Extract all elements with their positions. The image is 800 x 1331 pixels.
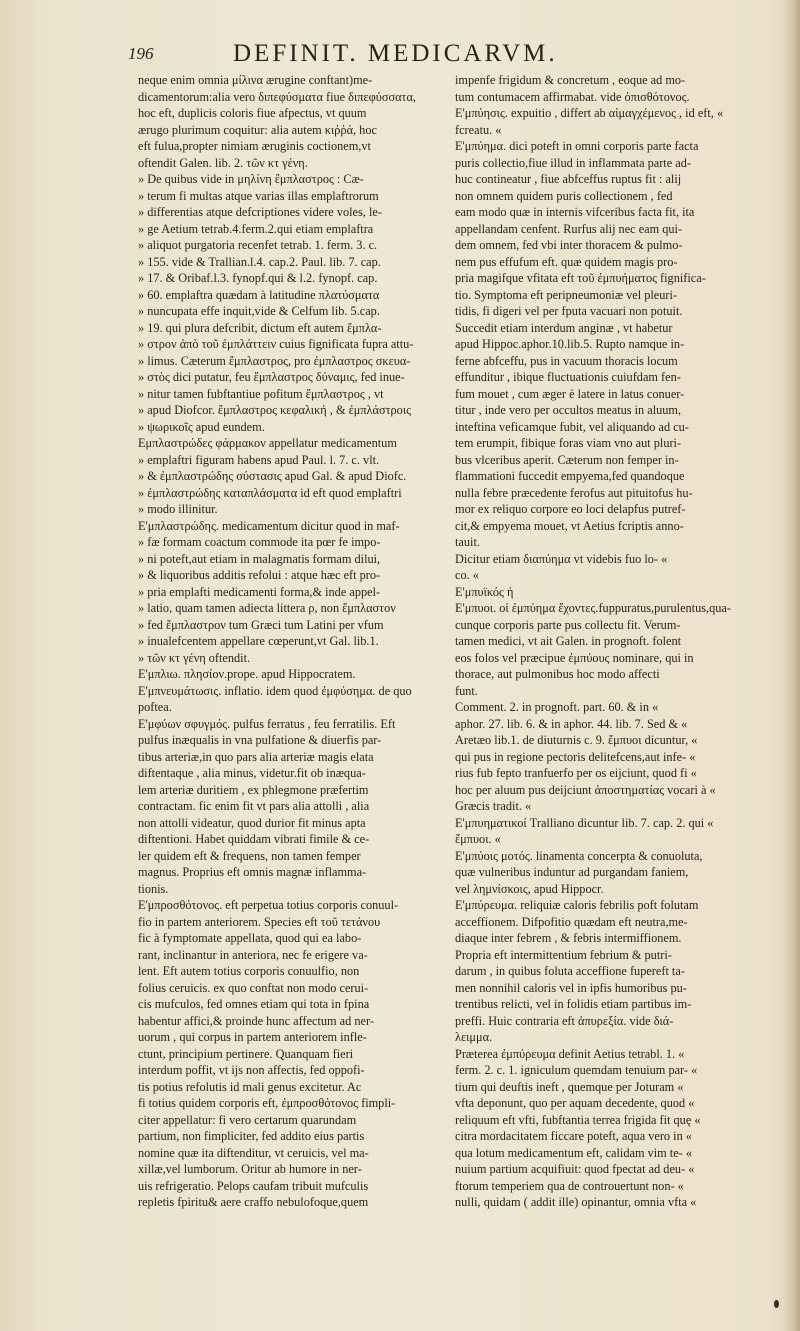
text-line: co. «: [455, 568, 479, 582]
text-line: non attolli videatur, quod durior fit minus apta: [138, 815, 366, 830]
text-line: » limus. Cæterum ἔμπλαστρος, pro ἐμπλαστρος σκευα-: [138, 353, 411, 368]
text-line: tibus arteriæ,in quo pars alia arteriæ magis elata: [138, 749, 374, 764]
text-line: folius ceruicis. ex quo conftat non modo cerui-: [138, 980, 369, 995]
text-line: habentur affici,& proinde hunc affectum ad ner-: [138, 1013, 374, 1028]
text-line: rant, inclinantur in anteriora, nec fe erigere va-: [138, 947, 368, 962]
text-line: » inualefcentem appellare cœperunt,vt Gal. lib.1.: [138, 634, 379, 648]
text-line: Ε'μπνευμάτωσις. inflatio. idem quod ἐμφύσημα. de quo: [138, 683, 412, 698]
text-line: » & ἐμπλαστρώδης σύστασις apud Gal. & apud Diofc.: [138, 469, 407, 483]
text-line: Ε'μπυοι. οἱ ἐμπύημα ἔχοντες.fuppuratus,purulentus,qua-: [455, 601, 731, 615]
text-line: pulfus inæqualis in vna pulfatione & diuerfis par-: [138, 733, 382, 747]
text-line: thorace, aut pulmonibus hoc modo affecti: [455, 667, 660, 681]
text-line: diftentaque , alia minus, videtur.fit ob inæqua-: [138, 766, 366, 780]
text-line: » modo illinitur.: [138, 502, 218, 516]
text-line: citer appellatur: fi vero certarum quarundam: [138, 1112, 357, 1127]
left-column: [138, 72, 438, 1211]
text-line: » aliquot purgatoria recenfet tetrab. 1. ferm. 3. c.: [138, 238, 378, 252]
text-line: funt.: [455, 683, 478, 698]
running-title: DEFINIT. MEDICARVM.: [233, 40, 558, 67]
text-line: dem omnem, fed vbi inter thoracem & pulmo-: [455, 238, 683, 252]
text-line: quæ vulneribus induntur ad purgandam faniem,: [455, 865, 689, 879]
text-line: » 60. emplaftra quædam à latitudine πλατύσματα: [138, 287, 380, 302]
text-line: cunque corporis parte pus collectu fit. Verum-: [455, 617, 681, 632]
text-line: » τῶν κτ γένη oftendit.: [138, 650, 251, 665]
text-line: ferne abfceffu, pus in vacuum thoracis locum: [455, 353, 678, 368]
text-line: » emplaftri figuram habens apud Paul. l. 7. c. vlt.: [138, 452, 380, 467]
text-line: fcreatu. «: [455, 122, 502, 137]
text-line: xillæ,vel lumborum. Oritur ab humore in ner-: [138, 1162, 362, 1176]
text-line: nuium partium acquifiuit: quod fpectat ad deu- «: [455, 1162, 695, 1176]
text-line: eam modo quæ in internis vifceribus facta fit, ita: [455, 205, 695, 219]
text-line: effunditur , ibique fluctuationis cuiufdam fen-: [455, 370, 681, 384]
text-line: » differentias atque defcriptiones videre voles, le-: [138, 205, 382, 219]
text-line: trentibus relicti, vel in folidis etiam partibus im-: [455, 997, 692, 1011]
text-line: uorum , qui corpus in partem anteriorem infle-: [138, 1030, 367, 1044]
text-line: non omnem quidem puris collectionem , fed: [455, 188, 673, 203]
text-line: » latio, quam tamen adiecta littera ρ, non ἔμπλαστον: [138, 601, 396, 615]
text-line: tem erumpit, fibique foras viam vno aut pluri-: [455, 436, 682, 450]
text-line: oftendit Galen. lib. 2. τῶν κτ γένη.: [138, 155, 308, 170]
text-line: ἔμπυοι. «: [455, 832, 501, 846]
text-line: vfta deponunt, quo per aquam decedente, quod «: [455, 1096, 695, 1110]
text-line: tis potius refolutis id mali genus excitetur. Ac: [138, 1079, 362, 1094]
text-line: » 155. vide & Trallian.l.4. cap.2. Paul. lib. 7. cap.: [138, 254, 381, 269]
text-line: » & liquoribus additis refolui : atque hæc eft pro-: [138, 568, 381, 582]
text-line: Ε'μπύησις. expuitio , differt ab αἱμαγχέμενος , id eft, «: [455, 106, 724, 120]
text-line: » pria emplafti medicamenti forma,& inde appel-: [138, 584, 381, 599]
text-line: cis mufculos, fed omnes etiam qui tota in fpina: [138, 997, 370, 1011]
text-line: Ε'μπύρευμα. reliquiæ caloris febrilis poft folutam: [455, 898, 699, 912]
text-line: » στὸς dici putatur, feu ἔμπλαστρος δύναμις, fed inue-: [138, 370, 405, 384]
text-line: qua lotum medicamentum eft, calidam vim te- «: [455, 1145, 692, 1160]
text-line: Græcis tradit. «: [455, 799, 532, 813]
text-line: » ἐμπλαστρώδης καταπλάσματα id eft quod emplaftri: [138, 485, 402, 500]
text-line: Dicitur etiam διαπύημα vt videbis fuo lo- «: [455, 551, 668, 566]
text-line: bus vlceribus aperit. Cæterum non femper in-: [455, 452, 679, 467]
text-line: λειμμα.: [455, 1030, 493, 1044]
text-line: pria magifque vfitata eft τοῦ ἐμπυήματος fignifica-: [455, 271, 706, 285]
text-line: tidis, fi digeri vel per fputa vacuari non potuit.: [455, 304, 683, 318]
text-line: men nonnihil caloris vel in ipfis humoribus pu-: [455, 980, 687, 995]
text-line: Ε'μφύων σφυγμός. pulfus ferratus , feu ferratilis. Eft: [138, 716, 396, 731]
text-line: inteftina veficamque fubit, vel aliquando ad cu-: [455, 419, 689, 434]
text-line: Ε'μπλαστρώδης. medicamentum dicitur quod in maf-: [138, 518, 400, 533]
text-line: Εμπλαστρώδες φάρμακον appellatur medicamentum: [138, 436, 397, 450]
text-line: tium qui deuftis ineft , quemque per Joturam «: [455, 1079, 684, 1094]
text-line: mor ex reliquo corpore eo loci delapfus putref-: [455, 502, 686, 516]
text-line: neque enim omnia μίλινα ærugine conftant)me-: [138, 73, 373, 87]
text-line: ærugo plurimum coquitur: alia autem κιῤῥά, hoc: [138, 122, 377, 137]
text-line: puris collectio,fiue illud in inflammata parte ad-: [455, 155, 691, 170]
text-line: » fæ formam coactum commode ita pœr fe impo-: [138, 535, 381, 549]
text-line: » 19. qui plura defcribit, dictum eft autem ἔμπλα-: [138, 320, 382, 335]
text-line: flammationi fuccedit empyema,fed quandoque: [455, 469, 685, 483]
text-line: hoc eft, duplicis coloris fiue afpectus, vt quum: [138, 106, 367, 120]
text-line: » στρον ἀπὸ τοῦ ἐμπλάττειν cuius fignificata fupra attu-: [138, 337, 414, 351]
text-line: hoc per aluum pus deijciunt ἀποστηματίας vocari à «: [455, 782, 716, 797]
text-line: darum , in quibus foluta acceffione fupereft ta-: [455, 964, 685, 978]
page-edge-shadow: [786, 0, 800, 1331]
text-line: nem pus effufum eft. quæ quidem magis pro-: [455, 254, 678, 269]
text-line: » ψωρικοῖς apud eundem.: [138, 419, 265, 434]
page-number: 196: [128, 44, 154, 63]
text-line: vel λημνίσκοις, apud Hippocr.: [455, 881, 604, 896]
right-column: [455, 72, 773, 1211]
text-line: lent. Eft autem totius corporis conuulfio, non: [138, 964, 360, 978]
text-line: » nitur tamen fubftantiue pofitum ἔμπλαστρος , vt: [138, 386, 384, 401]
text-line: eft fulua,propter nimiam æruginis coctionem,vt: [138, 139, 371, 153]
text-line: tamen medici, vt ait Galen. in prognoft. folent: [455, 634, 682, 648]
text-line: nomine quæ ita diftenditur, vt ceruicis, vel ma-: [138, 1145, 369, 1160]
text-line: repletis fpiritu& aere craffo nebulofoque,quem: [138, 1195, 369, 1209]
text-line: appellandam cenfent. Rurfus alij nec eam qui-: [455, 221, 683, 236]
text-line: poftea.: [138, 700, 172, 714]
text-line: Comment. 2. in prognoft. part. 60. & in «: [455, 700, 659, 714]
text-line: partium, non fimpliciter, fed addito eius partis: [138, 1129, 365, 1143]
text-line: » apud Diofcor. ἔμπλαστρος κεφαλική , & ἐμπλάστροις: [138, 403, 411, 417]
text-line: » ge Aetium tetrab.4.ferm.2.qui etiam emplaftra: [138, 221, 374, 236]
text-line: fio in partem anteriorem. Species eft τοῦ τετάνου: [138, 914, 381, 929]
text-line: » ni poteft,aut etiam in malagmatis formam dilui,: [138, 551, 381, 566]
text-line: Ε'μπύημα. dici poteft in omni corporis parte facta: [455, 139, 699, 153]
text-line: preffi. Huic contraria eft ἀπυρεξία. vide διά-: [455, 1013, 674, 1028]
text-line: Ε'μπύοις μοτός. linamenta concerpta & conuoluta,: [455, 848, 703, 863]
text-line: tionis.: [138, 881, 169, 896]
text-line: lem arteriæ duritiem , ex phlegmone præfertim: [138, 782, 369, 797]
text-line: fic à fymptomate appellata, quod qui ea labo-: [138, 931, 362, 945]
text-line: apud Hippoc.aphor.10.lib.5. Rupto namque in-: [455, 337, 685, 351]
text-line: diaque inter febrem , & febris intermiffionem.: [455, 931, 682, 945]
text-line: » 17. & Oribaf.l.3. fynopf.qui & l.2. fynopf. cap.: [138, 271, 378, 285]
text-line: » De quibus vide in μηλίνη ἔμπλαστρος : Cæ-: [138, 172, 364, 186]
text-line: tio. Symptoma eft peripneumoniæ vel pleuri-: [455, 287, 677, 302]
text-line: Succedit etiam interdum anginæ , vt habetur: [455, 320, 673, 335]
ink-mark: [774, 1300, 779, 1308]
text-line: dicamentorum:alia vero διπεφύσματα fiue διπεφύσσατα,: [138, 89, 416, 104]
text-line: acceffionem. Difpofitio quædam eft neutra,me-: [455, 914, 688, 929]
text-line: aphor. 27. lib. 6. & in aphor. 44. lib. 7. Sed & «: [455, 716, 688, 731]
text-line: nulli, quidam ( addit ille) opinantur, omnia vfta «: [455, 1195, 697, 1209]
text-line: nulla febre præcedente ferofus aut pituitofus hu-: [455, 485, 693, 500]
text-line: Ε'μπροσθότονος. eft perpetua totius corporis conuul-: [138, 898, 399, 912]
text-line: tauit.: [455, 535, 480, 549]
text-line: fum mouet , cum æger è latere in latus conuer-: [455, 386, 685, 401]
text-line: impenfe frigidum & concretum , eoque ad mo-: [455, 73, 686, 87]
text-line: titur , inde vero per occultos meatus in aluum,: [455, 403, 682, 417]
text-line: tum contumacem affirmabat. vide ὀπισθότονος.: [455, 89, 690, 104]
text-line: Ε'μπυηματικοί Tralliano dicuntur lib. 7. cap. 2. qui «: [455, 815, 714, 830]
text-line: reliquum eft vfti, fubftantia terrea frigida fit quę «: [455, 1112, 701, 1127]
text-line: qui pus in regione pectoris delitefcens,aut infe- «: [455, 749, 696, 764]
text-line: contractam. fic enim fit vt pars alia attolli , alia: [138, 799, 370, 813]
text-line: ctunt, principium pertinere. Quanquam fieri: [138, 1046, 354, 1061]
text-line: uis refrigeratio. Pelops caufam tribuit mufculis: [138, 1178, 369, 1193]
text-line: ferm. 2. c. 1. igniculum quemdam tenuium par- «: [455, 1063, 698, 1077]
text-line: » terum fi multas atque varias illas emplaftrorum: [138, 188, 379, 203]
text-line: eos folos vel præcipue ἐμπύους nominare, qui in: [455, 650, 694, 665]
text-line: » fed ἔμπλαστρον tum Græci tum Latini per vfum: [138, 617, 384, 632]
text-line: diftentioni. Habet quiddam vibrati fimile & ce-: [138, 832, 370, 846]
text-line: Ε'μπυϊκός ἡ: [455, 584, 514, 599]
text-line: fi totius quidem corporis eft, ἐμπροσθότονος fimpli-: [138, 1096, 396, 1110]
text-line: cit,& empyema mouet, vt Aetius fcriptis anno-: [455, 518, 684, 533]
text-line: interdum poffit, vt ijs non affectis, fed oppofi-: [138, 1063, 365, 1077]
text-line: » nuncupata effe inquit,vide & Celfum lib. 5.cap.: [138, 304, 380, 318]
text-line: rius fub fepto tranfuerfo per os eijciunt, quod fi «: [455, 766, 697, 780]
text-line: huc contineatur , fiue abfceffus ruptus fit : alij: [455, 172, 682, 186]
text-line: Ε'μπλιω. πλησίον.prope. apud Hippocratem.: [138, 667, 356, 681]
text-line: Præterea ἐμπύρευμα definit Aetius tetrabl. 1. «: [455, 1046, 685, 1061]
text-line: Propria eft intermittentium febrium & putri-: [455, 947, 672, 962]
text-line: magnus. Proprius eft omnis magnæ inflamma-: [138, 865, 367, 879]
text-line: ftorum temperiem qua de controuertunt non- «: [455, 1178, 684, 1193]
page-header: [128, 40, 748, 68]
text-line: Aretæo lib.1. de diuturnis c. 9. ἔμπυοι dicuntur, «: [455, 733, 698, 747]
text-line: citra mordacitatem ficcare poteft, aqua vero in «: [455, 1129, 692, 1143]
text-line: ler quidem eft & frequens, non tamen femper: [138, 848, 361, 863]
